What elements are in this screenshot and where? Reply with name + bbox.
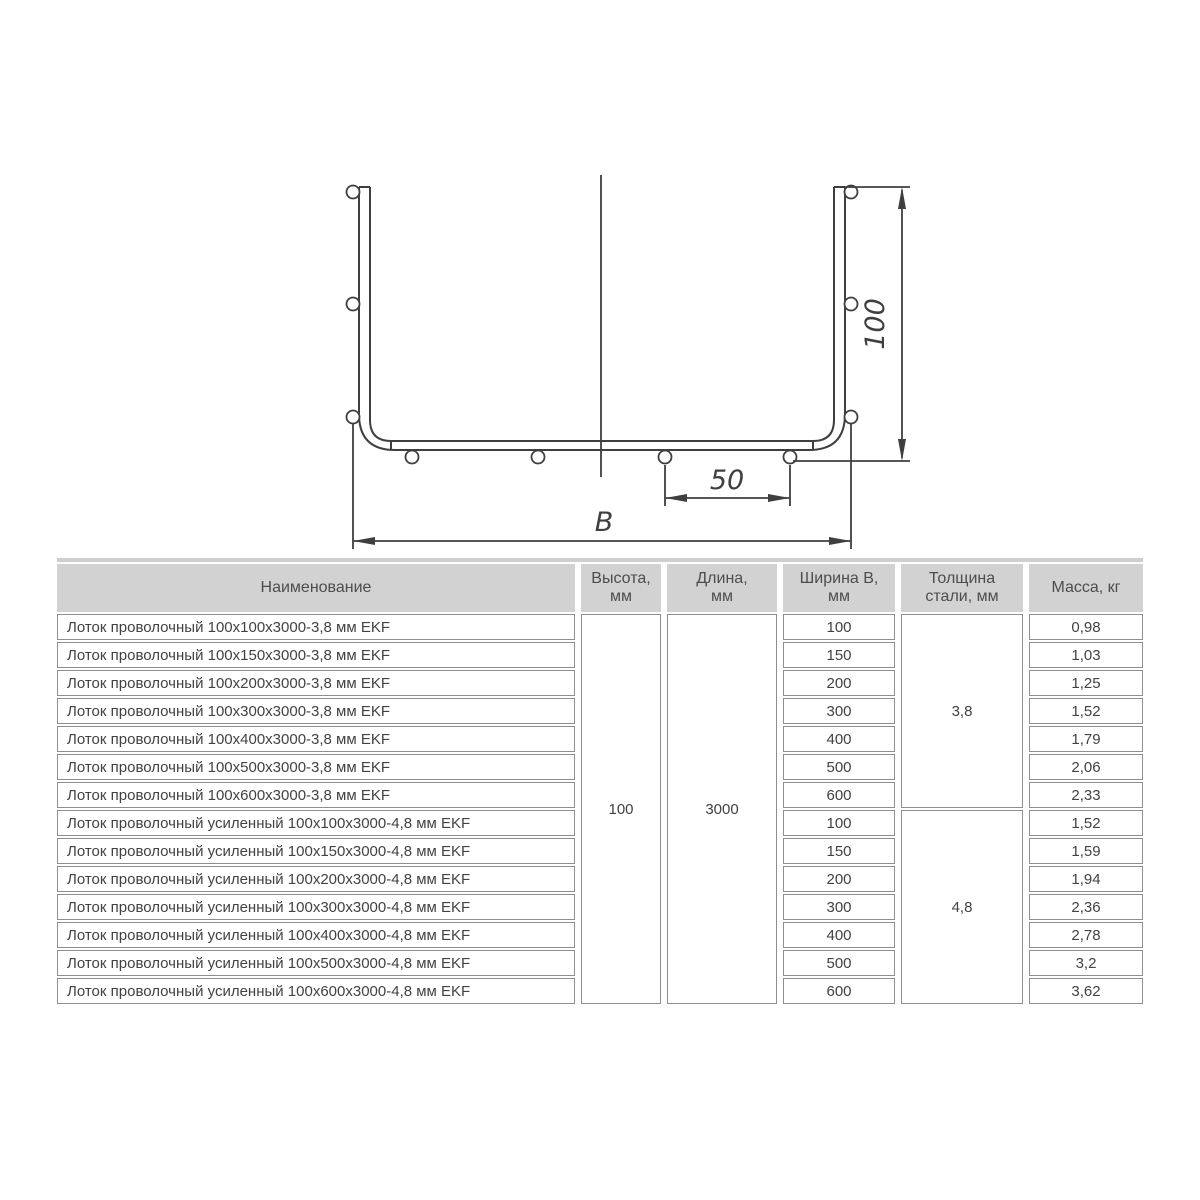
- cell-mass: 1,25: [1029, 670, 1143, 696]
- cell-name: Лоток проволочный 100х600х3000-3,8 мм EKF: [57, 782, 575, 808]
- cell-mass: 1,59: [1029, 838, 1143, 864]
- header-mass: [1029, 564, 1143, 612]
- header-length: [667, 564, 777, 612]
- cell-name: Лоток проволочный усиленный 100х600х3000-4,8 мм EKF: [57, 978, 575, 1004]
- tray-corner-ticks: [391, 441, 813, 450]
- cell-mass: 2,06: [1029, 754, 1143, 780]
- cell-mass: 1,52: [1029, 698, 1143, 724]
- dim-arrow-left: [665, 494, 687, 502]
- height-dim-label: 100: [860, 298, 891, 350]
- cell-name: Лоток проволочный усиленный 100х200х3000-4,8 мм EKF: [57, 866, 575, 892]
- wire-circle: [659, 451, 672, 464]
- cell-width: 500: [783, 950, 895, 976]
- header-height-label: Высота, мм: [591, 569, 651, 605]
- header-height: [581, 564, 661, 612]
- cell-mass: 1,03: [1029, 642, 1143, 668]
- spec-table: [51, 562, 1149, 1006]
- cell-thickness-merged: 4,8: [901, 810, 1023, 1004]
- cell-mass: 1,94: [1029, 866, 1143, 892]
- cell-width: 500: [783, 754, 895, 780]
- wire-circle: [845, 298, 858, 311]
- dim-arrow-right: [829, 537, 851, 545]
- cell-mass: 2,78: [1029, 922, 1143, 948]
- header-name: [57, 564, 575, 612]
- wire-circle: [845, 411, 858, 424]
- header-name-label: Наименование: [260, 578, 372, 596]
- header-length-label: Длина, мм: [696, 569, 748, 605]
- cell-name: Лоток проволочный 100х400х3000-3,8 мм EKF: [57, 726, 575, 752]
- cell-mass: 0,98: [1029, 614, 1143, 640]
- cell-name: Лоток проволочный 100х300х3000-3,8 мм EKF: [57, 698, 575, 724]
- spacing-dim-label: 50: [709, 465, 745, 496]
- wire-tray-cross-section-drawing: [0, 0, 1200, 560]
- cell-name: Лоток проволочный усиленный 100х400х3000-4,8 мм EKF: [57, 922, 575, 948]
- dim-arrow-up: [898, 187, 906, 209]
- wire-circle: [347, 298, 360, 311]
- table-row: [57, 614, 1143, 640]
- cell-width: 300: [783, 894, 895, 920]
- cell-mass: 1,79: [1029, 726, 1143, 752]
- cell-mass: 1,52: [1029, 810, 1143, 836]
- cell-width: 100: [783, 810, 895, 836]
- wire-circle: [406, 451, 419, 464]
- header-width-label: Ширина B, мм: [799, 569, 879, 605]
- dim-arrow-left: [353, 537, 375, 545]
- cell-name: Лоток проволочный 100х200х3000-3,8 мм EKF: [57, 670, 575, 696]
- wire-circle: [347, 186, 360, 199]
- cell-thickness-merged: 3,8: [901, 614, 1023, 808]
- cell-width: 600: [783, 978, 895, 1004]
- header-thickness-label: Толщина стали, мм: [925, 569, 999, 605]
- cell-mass: 2,33: [1029, 782, 1143, 808]
- cell-name: Лоток проволочный усиленный 100х100х3000-4,8 мм EKF: [57, 810, 575, 836]
- dim-arrow-right: [768, 494, 790, 502]
- cell-width: 150: [783, 642, 895, 668]
- cell-width: 200: [783, 866, 895, 892]
- cell-name: Лоток проволочный 100х100х3000-3,8 мм EKF: [57, 614, 575, 640]
- cell-width: 150: [783, 838, 895, 864]
- cell-name: Лоток проволочный 100х500х3000-3,8 мм EKF: [57, 754, 575, 780]
- cell-width: 100: [783, 614, 895, 640]
- dim-arrow-down: [898, 439, 906, 461]
- cell-length-merged: 3000: [667, 614, 777, 1004]
- cell-name: Лоток проволочный усиленный 100х150х3000-4,8 мм EKF: [57, 838, 575, 864]
- wire-circle: [532, 451, 545, 464]
- header-width: [783, 564, 895, 612]
- cell-mass: 3,62: [1029, 978, 1143, 1004]
- tray-profile: [359, 187, 845, 450]
- cell-width: 400: [783, 726, 895, 752]
- header-row: [57, 564, 1143, 612]
- wire-circle: [347, 411, 360, 424]
- cell-name: Лоток проволочный усиленный 100х300х3000-4,8 мм EKF: [57, 894, 575, 920]
- cell-name: Лоток проволочный 100х150х3000-3,8 мм EKF: [57, 642, 575, 668]
- cell-name: Лоток проволочный усиленный 100х500х3000-4,8 мм EKF: [57, 950, 575, 976]
- width-dim-label: B: [594, 507, 614, 538]
- wire-circles: [347, 186, 858, 464]
- cell-height-merged: 100: [581, 614, 661, 1004]
- cell-mass: 3,2: [1029, 950, 1143, 976]
- tray-inner-line: [370, 187, 834, 441]
- cell-width: 600: [783, 782, 895, 808]
- cell-mass: 2,36: [1029, 894, 1143, 920]
- cell-width: 400: [783, 922, 895, 948]
- tray-outer-line: [359, 187, 845, 450]
- cell-width: 200: [783, 670, 895, 696]
- spec-table-section: [57, 558, 1143, 1006]
- cell-width: 300: [783, 698, 895, 724]
- header-mass-label: Масса, кг: [1051, 578, 1121, 596]
- header-thickness: [901, 564, 1023, 612]
